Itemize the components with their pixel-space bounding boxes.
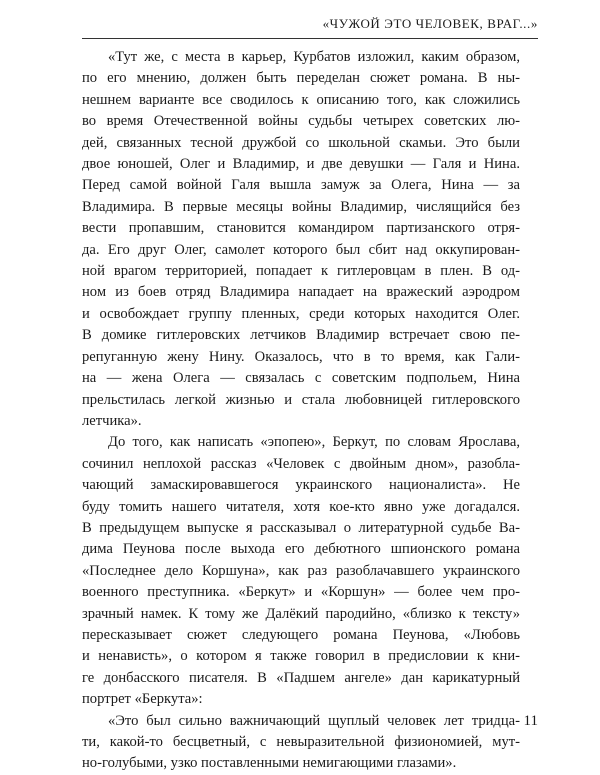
- text-line: ном из боев отряд Владимира нападает на вражеский аэродром: [82, 284, 520, 301]
- header-rule: [82, 38, 538, 39]
- text-line: До того, как написать «эпопею», Беркут, по словам Ярослава,: [108, 434, 520, 451]
- text-line: «Тут же, с места в карьер, Курбатов изложил, каким образом,: [108, 49, 520, 65]
- text-line: во время Отечественной войны судьбы четырех советских лю-: [82, 113, 520, 130]
- text-line: В предыдущем выпуске я рассказывал о литературной судьбе Ва-: [82, 519, 520, 536]
- text-line: В домике гитлеровских летчиков Владимир встречает свою пе-: [82, 327, 520, 344]
- text-line: и ненависть», о котором я также говорил в предисловии к кни-: [82, 648, 520, 665]
- text-line: Владимира. В первые месяцы войны Владимир, числящийся без: [82, 198, 520, 215]
- text-line: «Это был сильно важничающий щуплый человек лет тридца-: [108, 712, 520, 729]
- text-line: сочинил неплохой рассказ «Человек с двойным дном», разобла-: [82, 455, 520, 472]
- body-text: [82, 47, 520, 775]
- text-line: дима Пеунова после выхода его дебютного шпионского романа: [82, 541, 520, 558]
- text-line: вести пропавшим, становится командиром партизанского отря-: [82, 220, 520, 237]
- text-line: ной врагом территорией, попадает к гитлеровцам в плен. В од-: [82, 263, 520, 280]
- text-line: двое юношей, Олег и Владимир, и две девушки — Галя и Нина.: [82, 156, 520, 173]
- text-line: буду томить нашего читателя, хотя кое-кто явно уже догадался.: [82, 498, 520, 515]
- text-line: Перед самой войной Галя вышла замуж за Олега, Нина — за: [82, 177, 520, 194]
- text-line: летчика».: [82, 412, 142, 429]
- text-line: чающий замаскировавшегося украинского националиста». Не: [82, 477, 520, 494]
- text-line: да. Его друг Олег, самолет которого был сбит над оккупирован-: [82, 241, 520, 258]
- text-line: зрачный намек. К тому же Далёкий пародийно, «близко к тексту»: [82, 605, 520, 622]
- text-line: нешнем варианте все сводилось к описанию того, как сложились: [82, 91, 520, 108]
- text-line: но-голубыми, узко поставленными немигающими глазами».: [82, 755, 457, 772]
- text-line: репуганную жену Нину. Оказалось, что в то время, как Гали-: [82, 348, 520, 365]
- text-line: на — жена Олега — связалась с советским подпольем, Нина: [82, 370, 520, 387]
- running-header: «ЧУЖОЙ ЭТО ЧЕЛОВЕК, ВРАГ...»: [322, 16, 538, 31]
- text-line: и освобождает группу пленных, среди которых находится Олег.: [82, 305, 520, 322]
- text-line: по его мнению, должен быть переделан сюжет романа. В ны-: [82, 70, 520, 87]
- text-line: ти, какой-то бесцветный, с невыразительной физиономией, мут-: [82, 734, 520, 750]
- text-line: дей, связанных тесной дружбой со школьной скамьи. Это были: [82, 134, 520, 151]
- text-line: прельстилась легкой жизнью и стала любовницей гитлеровского: [82, 391, 520, 408]
- text-line: пересказывает сюжет следующего романа Пеунова, «Любовь: [82, 626, 520, 643]
- text-line: военного преступника. «Беркут» и «Коршун» — более чем про-: [82, 584, 520, 601]
- text-line: портрет «Беркута»:: [82, 691, 203, 708]
- page-number: 11: [523, 713, 538, 729]
- text-line: «Последнее дело Коршуна», как раз разоблачавшего украинского: [82, 562, 520, 579]
- text-line: ге донбасского писателя. В «Падшем ангеле» дан карикатурный: [82, 669, 520, 686]
